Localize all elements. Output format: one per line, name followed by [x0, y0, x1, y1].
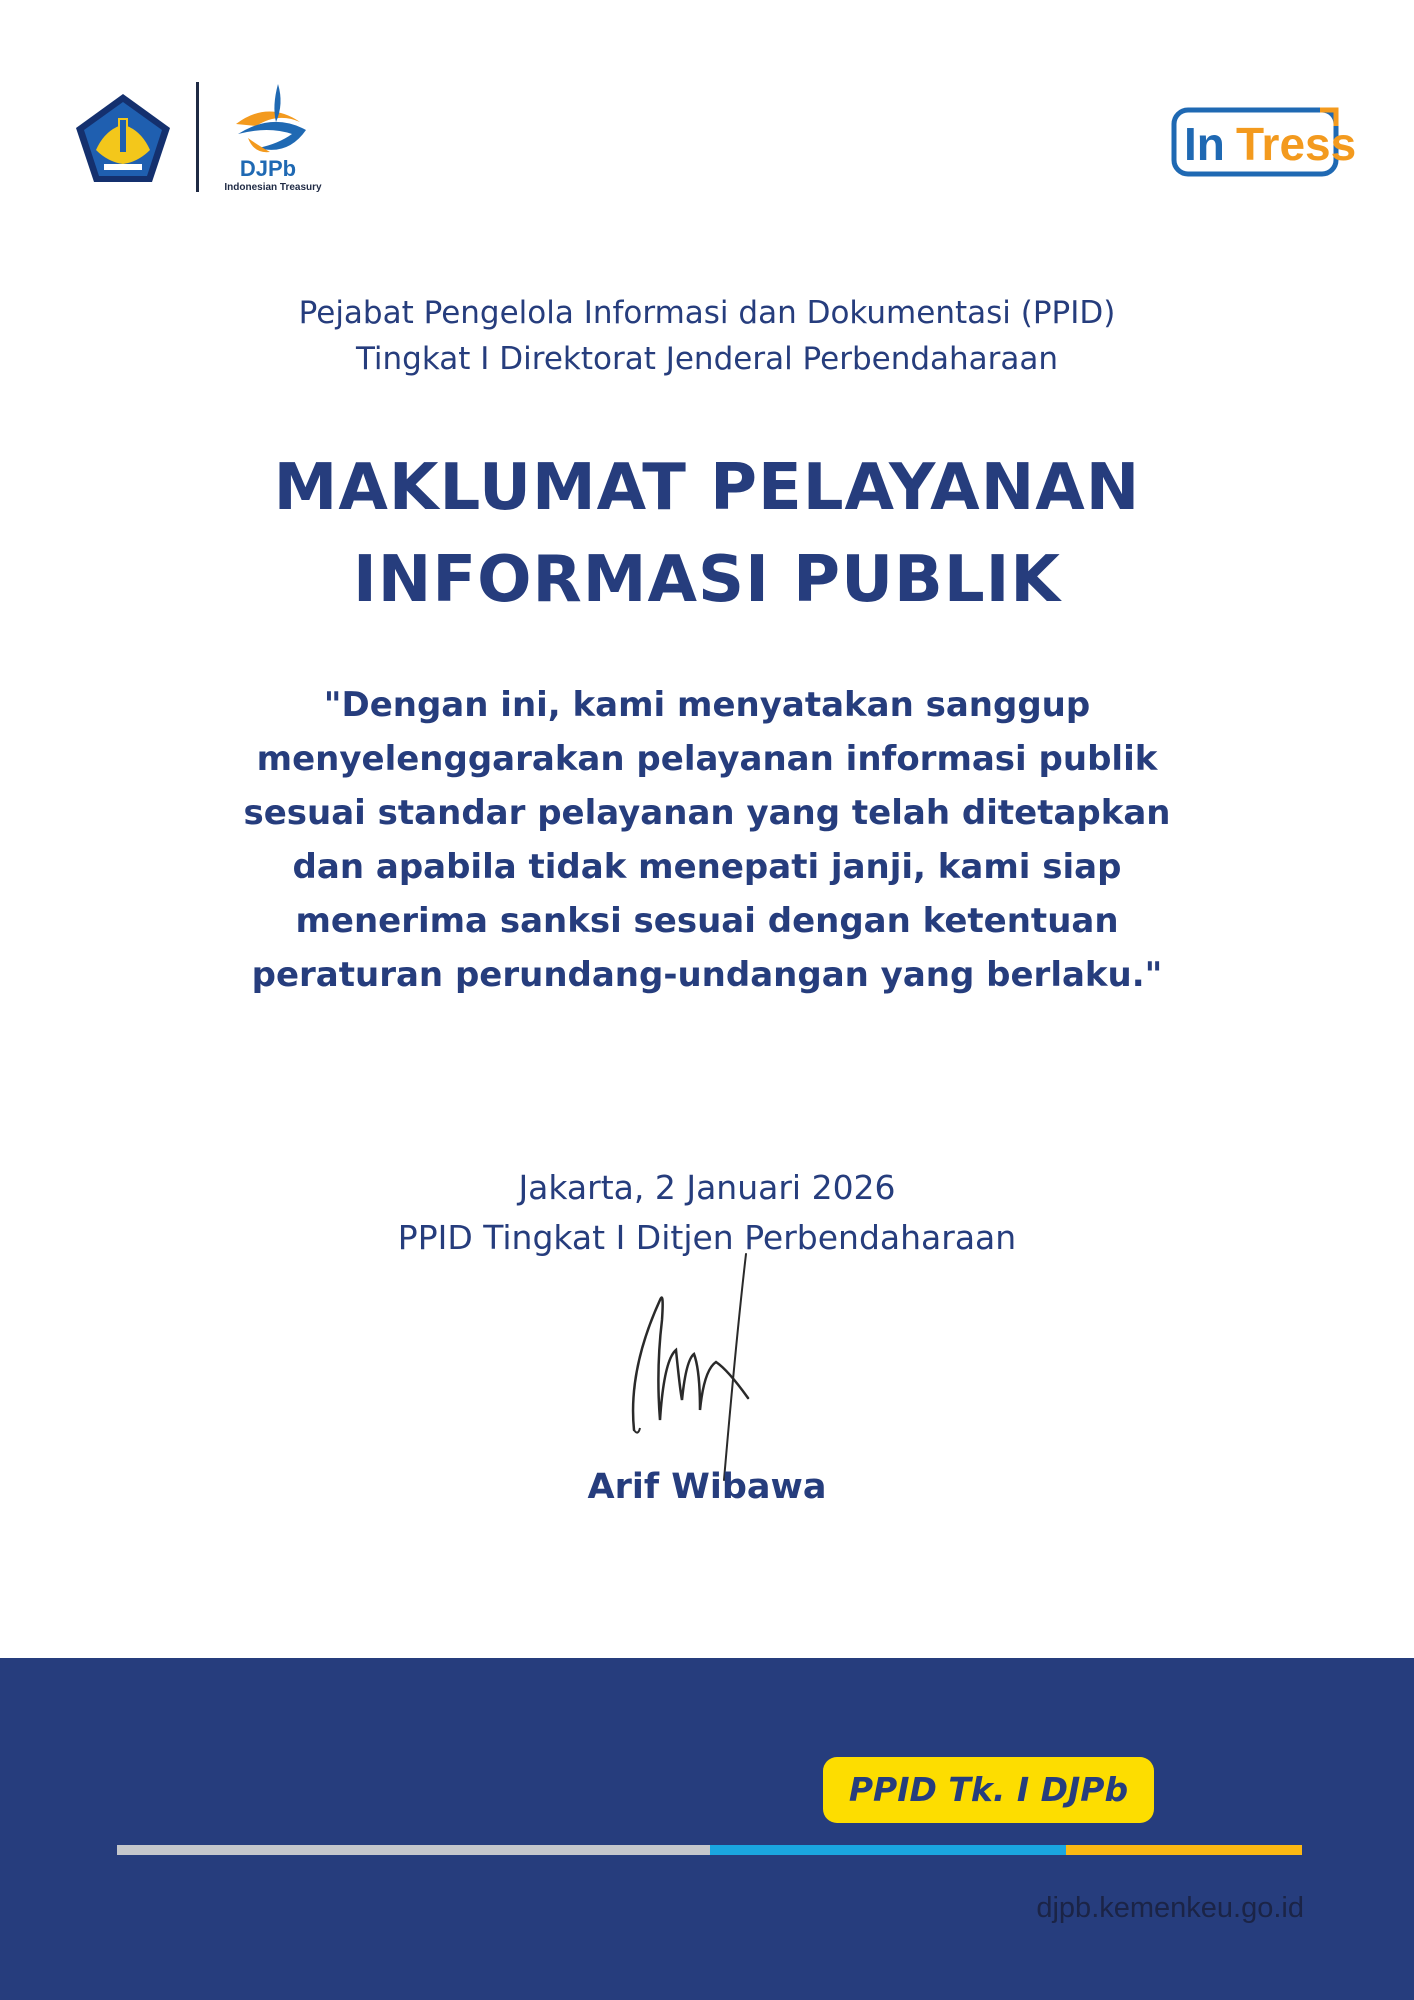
header-line-2: Tingkat I Direktorat Jenderal Perbendaharaan	[355, 341, 1059, 377]
svg-text:Tress: Tress	[1236, 118, 1357, 170]
signer-name: Arif Wibawa	[587, 1467, 827, 1507]
handwritten-signature	[620, 1250, 770, 1485]
djpb-logo-tagline: Indonesian Treasury	[224, 182, 322, 193]
signer-role: PPID Tingkat I Ditjen Perbendaharaan	[397, 1218, 1017, 1257]
intress-logo-icon	[1170, 104, 1357, 180]
title-line-2: INFORMASI PUBLIK	[352, 543, 1062, 617]
footer-band	[0, 1658, 1414, 2000]
header-logo-group	[74, 82, 334, 197]
document-title	[150, 442, 1264, 626]
footer-badge: PPID Tk. I DJPb	[823, 1757, 1154, 1823]
footer-stripe-yellow	[1066, 1845, 1302, 1855]
footer-stripe-blue	[710, 1845, 1066, 1855]
svg-text:In: In	[1184, 118, 1225, 170]
title-line-1: MAKLUMAT PELAYANAN	[273, 451, 1141, 525]
footer-website-link[interactable]: djpb.kemenkeu.go.id	[1036, 1892, 1304, 1924]
logo-divider	[196, 82, 199, 192]
djpb-logo-text: DJPb	[239, 156, 297, 181]
header-line-1: Pejabat Pengelola Informasi dan Dokumentasi (PPID)	[298, 295, 1116, 331]
footer-stripe-gray	[117, 1845, 710, 1855]
kemenkeu-emblem-icon	[74, 92, 172, 184]
header-organization	[150, 290, 1264, 382]
place-date: Jakarta, 2 Januari 2026	[518, 1168, 896, 1207]
service-statement: "Dengan ini, kami menyatakan sanggup menyelenggarakan pelayanan informasi publik sesuai standar pelayanan yang telah ditetapkan dan apabila tidak menepati janji, kami siap menerima sanksi sesuai dengan ketentuan peraturan perundang-undangan yang berlaku."	[243, 685, 1171, 995]
